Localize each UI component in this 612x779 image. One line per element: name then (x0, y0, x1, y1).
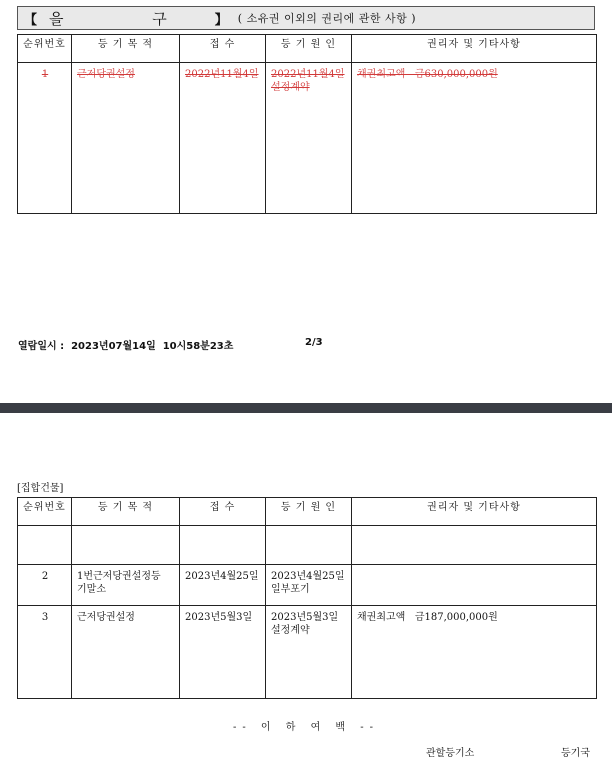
header-bracket-close: 】 (214, 12, 228, 28)
col-rights: 권리자 및 기타사항 (352, 35, 597, 63)
section-header-eulgu (17, 6, 595, 30)
rights-cell (352, 565, 596, 570)
purpose-line1: 근저당권설정 (77, 612, 135, 623)
purpose-cell: 근저당권설정 (77, 69, 135, 80)
rank-cell: 1 (41, 69, 49, 80)
page-separator (0, 403, 612, 413)
col-purpose: 등 기 목 적 (72, 35, 180, 63)
cause-cell (266, 63, 351, 94)
table-row (18, 63, 597, 214)
table-header-row (18, 498, 597, 526)
col-purpose: 등 기 목 적 (72, 498, 180, 526)
col-rank: 순위번호 (18, 35, 72, 63)
cause-line2: 설정계약 (271, 82, 310, 93)
purpose-line1: 1번근저당권설정등 (77, 571, 161, 582)
cause-line1: 2023년5월3일 (271, 612, 339, 623)
cause-line1: 2022년11월4일 (271, 69, 345, 80)
purpose-cell (72, 565, 179, 596)
cause-line2: 설정계약 (271, 625, 310, 636)
blank-row (18, 526, 597, 565)
purpose-line2: 기말소 (77, 584, 106, 595)
eulgu-table (17, 34, 597, 214)
cause-line1: 2023년4월25일 (271, 571, 345, 582)
purpose-cell (72, 606, 179, 624)
end-of-record-mark: -- 이 하 여 백 -- (232, 722, 380, 733)
col-receipt: 접 수 (180, 35, 266, 63)
building-type-label: [집합건물] (17, 483, 64, 494)
view-datetime: 열람일시 : 2023년07월14일 10시58분23초 (18, 341, 234, 352)
eulgu-table-continued (17, 497, 597, 699)
receipt-cell: 2023년5월3일 (185, 612, 253, 623)
page-number: 2/3 (305, 337, 323, 348)
rank-cell: 3 (41, 612, 49, 623)
col-cause: 등 기 원 인 (266, 498, 352, 526)
table-row (18, 565, 597, 606)
col-cause: 등 기 원 인 (266, 35, 352, 63)
table-row (18, 606, 597, 699)
col-receipt: 접 수 (180, 498, 266, 526)
rights-cell: 채권최고액 금630,000,000원 (357, 69, 498, 80)
registry-office-label: 관할등기소 (426, 748, 475, 759)
col-rank: 순위번호 (18, 498, 72, 526)
section-title: 을 구 (49, 9, 209, 28)
rights-cell: 채권최고액 금187,000,000원 (357, 612, 498, 623)
cause-cell (266, 606, 351, 637)
receipt-cell: 2022년11월4일 (185, 69, 259, 80)
cause-cell (266, 565, 351, 596)
receipt-cell: 2023년4월25일 (185, 571, 259, 582)
registry-bureau-label: 등기국 (561, 748, 590, 759)
header-bracket-open: 【 (24, 12, 38, 28)
section-subtitle: ( 소유권 이외의 권리에 관한 사항 ) (237, 12, 416, 25)
cause-line2: 일부포기 (271, 584, 310, 595)
document-page-2 (0, 413, 612, 779)
rank-cell: 2 (41, 571, 49, 582)
col-rights: 권리자 및 기타사항 (352, 498, 597, 526)
table-header-row (18, 35, 597, 63)
